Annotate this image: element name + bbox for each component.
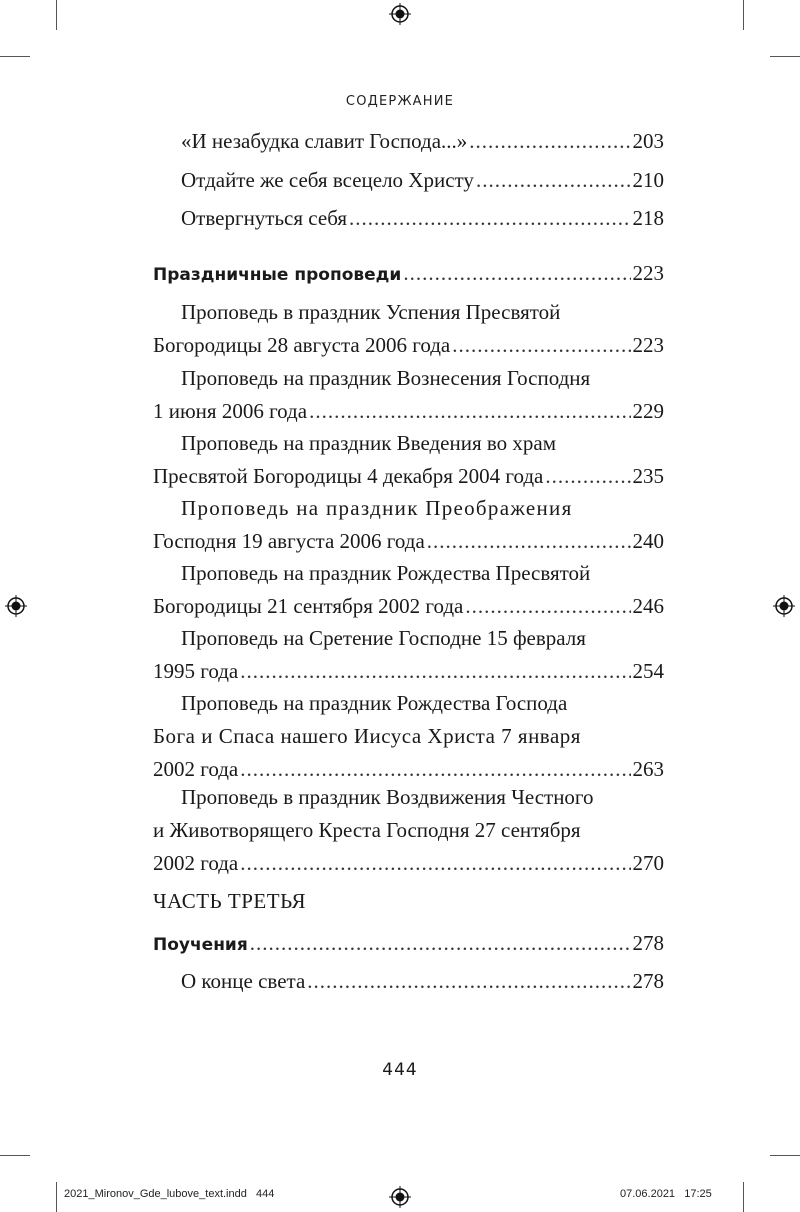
registration-mark-left-icon bbox=[5, 595, 27, 617]
toc-entry-page: 278 bbox=[632, 931, 664, 955]
toc-entry-page: 210 bbox=[632, 168, 664, 192]
toc-entry-page: 229 bbox=[632, 399, 664, 423]
toc-section-title: Праздничные проповеди bbox=[153, 265, 402, 285]
leader-dots bbox=[240, 847, 630, 880]
leader-dots bbox=[307, 965, 630, 998]
leader-dots bbox=[469, 125, 630, 158]
registration-mark-right-icon bbox=[773, 595, 795, 617]
crop-mark-top-right bbox=[743, 0, 744, 30]
toc-entry-title-line: Проповедь в праздник Успения Пресвятой bbox=[181, 300, 561, 324]
toc-entry-title-line: 2002 года bbox=[153, 851, 239, 875]
slug-file-info: 2021_Mironov_Gde_lubove_text.indd 444 bbox=[64, 1188, 275, 1200]
toc-entry bbox=[153, 687, 664, 786]
toc-entry bbox=[153, 781, 664, 880]
toc-entry-title-line: и Животворящего Креста Господня 27 сентября bbox=[153, 818, 581, 842]
crop-mark-left-bottom bbox=[0, 1155, 30, 1156]
leader-dots bbox=[452, 329, 630, 362]
toc-entry bbox=[153, 622, 664, 688]
toc-entry-title-line: Проповедь на праздник Преображения bbox=[181, 496, 573, 520]
toc-entry-title-line: Проповедь на праздник Вознесения Господня bbox=[181, 366, 591, 390]
leader-dots bbox=[309, 395, 630, 428]
toc-entry-title-line: Богородицы 21 сентября 2002 года bbox=[153, 594, 464, 618]
page-number: 444 bbox=[382, 1060, 418, 1080]
toc-entry bbox=[181, 125, 664, 158]
toc-entry bbox=[181, 164, 664, 197]
toc-entry-title-line: Проповедь на праздник Введения во храм bbox=[181, 431, 557, 455]
registration-mark-top-icon bbox=[389, 3, 411, 25]
toc-entry-page: 240 bbox=[632, 529, 664, 553]
toc-entry-page: 203 bbox=[632, 129, 664, 153]
crop-mark-right-bottom bbox=[770, 1155, 800, 1156]
leader-dots bbox=[427, 525, 631, 558]
leader-dots bbox=[545, 460, 630, 493]
toc-entry-title-line: Пресвятой Богородицы 4 декабря 2004 года bbox=[153, 464, 544, 488]
toc-section-heading bbox=[153, 927, 664, 962]
leader-dots bbox=[476, 164, 631, 197]
toc-entry-title-line: Бога и Спаса нашего Иисуса Христа 7 января bbox=[153, 724, 581, 748]
toc-entry-title-line: Господня 19 августа 2006 года bbox=[153, 529, 425, 553]
leader-dots bbox=[240, 655, 630, 688]
toc-entry-page: 270 bbox=[632, 851, 664, 875]
toc-entry-page: 263 bbox=[632, 757, 664, 781]
toc-entry-page: 223 bbox=[632, 261, 664, 285]
toc-entry-page: 254 bbox=[632, 659, 664, 683]
toc-entry-title: Отдайте же себя всецело Христу bbox=[181, 168, 474, 192]
crop-mark-top-left bbox=[56, 0, 57, 30]
crop-mark-left-top bbox=[0, 56, 30, 57]
slug-date-info: 07.06.2021 17:25 bbox=[620, 1188, 712, 1200]
toc-entry-title-line: Проповедь на праздник Рождества Пресвятой bbox=[181, 561, 591, 585]
toc-entry-page: 246 bbox=[632, 594, 664, 618]
running-head: СОДЕРЖАНИЕ bbox=[345, 94, 455, 109]
toc-entry-title: Отвергнуться себя bbox=[181, 206, 348, 230]
registration-mark-bottom-icon bbox=[389, 1186, 411, 1208]
toc-entry bbox=[153, 557, 664, 623]
toc-entry bbox=[153, 492, 664, 558]
toc-section-heading bbox=[153, 257, 664, 292]
toc-entry-page: 223 bbox=[632, 333, 664, 357]
toc-entry-title-line: 1995 года bbox=[153, 659, 239, 683]
toc-entry-title-line: Проповедь на праздник Рождества Господа bbox=[181, 691, 568, 715]
crop-mark-bottom-right bbox=[743, 1182, 744, 1212]
leader-dots bbox=[403, 257, 630, 290]
crop-mark-right-top bbox=[770, 56, 800, 57]
leader-dots bbox=[250, 927, 631, 960]
toc-entry-title-line: 1 июня 2006 года bbox=[153, 399, 308, 423]
toc-entry-page: 218 bbox=[632, 206, 664, 230]
toc-entry bbox=[153, 427, 664, 493]
toc-entry bbox=[153, 296, 664, 362]
toc-entry-title-line: Проповедь на Сретение Господне 15 февраля bbox=[181, 626, 586, 650]
crop-mark-bottom-left bbox=[56, 1182, 57, 1212]
toc-entry-title-line: Богородицы 28 августа 2006 года bbox=[153, 333, 451, 357]
toc-entry-page: 278 bbox=[632, 969, 664, 993]
part-title: ЧАСТЬ ТРЕТЬЯ bbox=[153, 889, 307, 913]
toc-entry-title-line: 2002 года bbox=[153, 757, 239, 781]
leader-dots bbox=[349, 202, 630, 235]
leader-dots bbox=[465, 590, 630, 623]
toc-entry bbox=[181, 965, 664, 998]
toc-entry-title: О конце света bbox=[181, 969, 306, 993]
toc-section-title: Поучения bbox=[153, 935, 248, 955]
toc-entry-page: 235 bbox=[632, 464, 664, 488]
toc-entry bbox=[153, 362, 664, 428]
toc-entry bbox=[181, 202, 664, 235]
toc-entry-title-line: Проповедь в праздник Воздвижения Честного bbox=[181, 785, 594, 809]
toc-entry-title: «И незабудка славит Господа...» bbox=[181, 129, 468, 153]
